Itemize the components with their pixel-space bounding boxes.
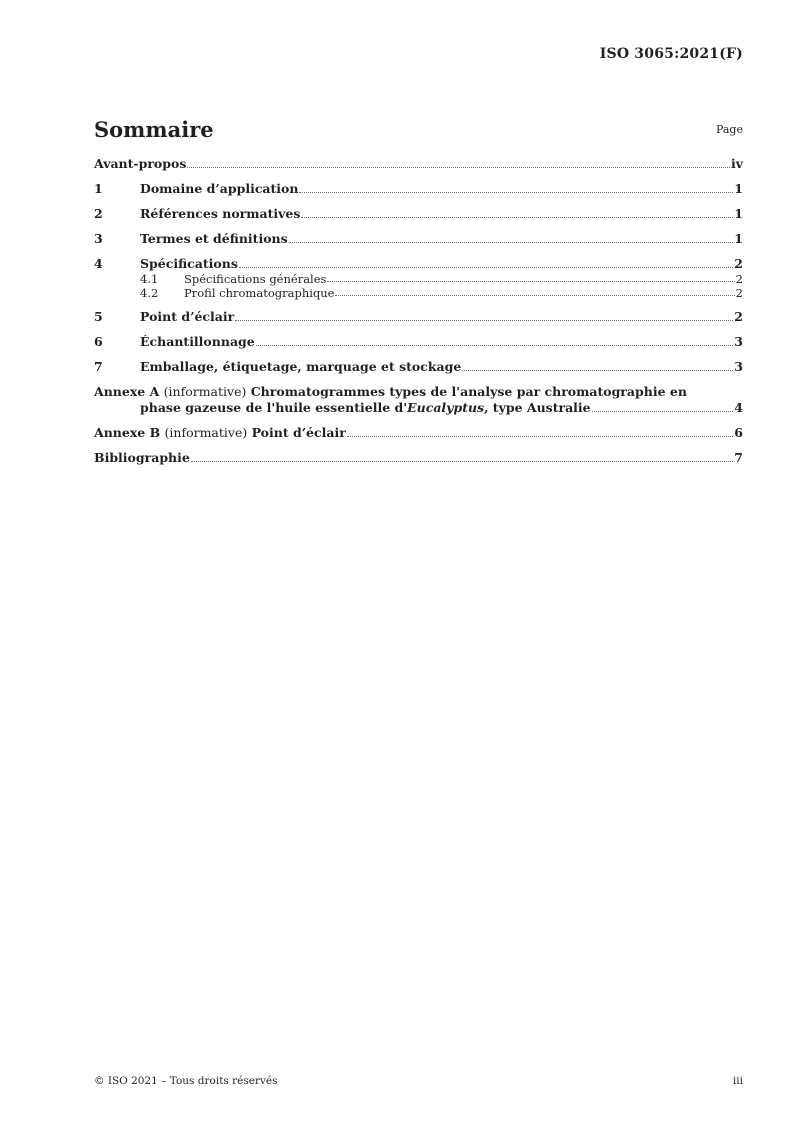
dot-leader	[256, 344, 734, 346]
toc-entry-clause-6[interactable]	[94, 334, 743, 350]
dot-leader	[299, 191, 733, 193]
toc-entry-clause-4[interactable]	[94, 256, 743, 272]
toc-title: Sommaire	[94, 117, 214, 142]
toc-entry-label: Spécifications générales	[184, 272, 327, 286]
toc-entry-number: 4	[94, 256, 103, 271]
toc-entry-page: 2	[735, 272, 743, 286]
toc-entry-page: 3	[734, 334, 743, 349]
toc-entry-number: 5	[94, 309, 103, 324]
dot-leader	[462, 369, 733, 371]
dot-leader	[191, 460, 733, 462]
toc-entry-number: 4.2	[140, 286, 159, 300]
toc-entry-number: 7	[94, 359, 103, 374]
annex-prefix: Annexe B	[94, 425, 161, 440]
toc-entry-page: iv	[730, 156, 743, 171]
toc-entry-page: 1	[734, 206, 743, 221]
document-identifier: ISO 3065:2021(F)	[599, 46, 743, 62]
toc-entry-bibliography[interactable]	[94, 450, 743, 466]
toc-entry-page: 1	[734, 181, 743, 196]
toc-entry-subclause-4-1[interactable]	[94, 272, 743, 286]
toc-entry-number: 6	[94, 334, 103, 349]
toc-entry-page: 7	[734, 450, 743, 465]
toc-entry-number: 2	[94, 206, 103, 221]
toc-entry-page: 1	[734, 231, 743, 246]
toc-entry-label: Références normatives	[140, 206, 301, 221]
toc-entry-clause-2[interactable]	[94, 206, 743, 222]
toc-entry-clause-3[interactable]	[94, 231, 743, 247]
toc-entry-number: 3	[94, 231, 103, 246]
toc-entry-page: 2	[734, 256, 743, 271]
annex-kind: (informative)	[164, 425, 248, 440]
annex-title-line1: Chromatogrammes types de l'analyse par chromatographie en	[250, 384, 687, 399]
dot-leader	[347, 435, 734, 437]
toc-entry-annex-b[interactable]	[94, 425, 743, 441]
table-of-contents	[94, 156, 743, 466]
annex-kind: (informative)	[163, 384, 247, 399]
annex-prefix: Annexe A	[94, 384, 160, 399]
dot-leader	[239, 266, 733, 268]
dot-leader	[289, 241, 734, 243]
toc-entry-label: Profil chromatographique	[184, 286, 335, 300]
toc-entry-number: 4.1	[140, 272, 159, 286]
dot-leader	[592, 410, 734, 412]
toc-entry-page: 2	[735, 286, 743, 300]
dot-leader	[301, 216, 733, 218]
toc-entry-label: Avant-propos	[94, 156, 187, 171]
toc-entry-clause-5[interactable]	[94, 309, 743, 325]
toc-entry-number: 1	[94, 181, 103, 196]
dot-leader	[235, 319, 733, 321]
footer-copyright: © ISO 2021 – Tous droits réservés	[94, 1075, 278, 1087]
annex-title: Point d’éclair	[251, 425, 346, 440]
toc-entry-page: 4	[734, 400, 743, 415]
toc-entry-page: 3	[734, 359, 743, 374]
toc-entry-label: Échantillonnage	[140, 334, 255, 349]
toc-entry-label: Termes et définitions	[140, 231, 288, 246]
toc-entry-label: Point d’éclair	[140, 309, 235, 324]
toc-entry-foreword[interactable]	[94, 156, 743, 172]
dot-leader	[187, 166, 730, 168]
toc-entry-label: Emballage, étiquetage, marquage et stockage	[140, 359, 462, 374]
annex-title-line2-b: , type Australie	[484, 400, 591, 415]
page-column-label: Page	[715, 123, 743, 136]
dot-leader	[335, 294, 734, 296]
footer-page-number: iii	[732, 1075, 743, 1087]
toc-entry-page: 6	[734, 425, 743, 440]
toc-entry-annex-a[interactable]	[94, 384, 743, 416]
toc-entry-subclause-4-2[interactable]	[94, 286, 743, 300]
toc-title-row	[94, 112, 743, 142]
toc-entry-label: Spécifications	[140, 256, 238, 271]
toc-entry-clause-7[interactable]	[94, 359, 743, 375]
toc-entry-label: Domaine d’application	[140, 181, 299, 196]
toc-entry-clause-1[interactable]	[94, 181, 743, 197]
annex-title-line2-a: phase gazeuse de l'huile essentielle d'	[140, 400, 408, 415]
toc-entry-page: 2	[734, 309, 743, 324]
toc-entry-label: Bibliographie	[94, 450, 190, 465]
annex-title-italic: Eucalyptus	[407, 400, 485, 415]
dot-leader	[327, 280, 734, 282]
